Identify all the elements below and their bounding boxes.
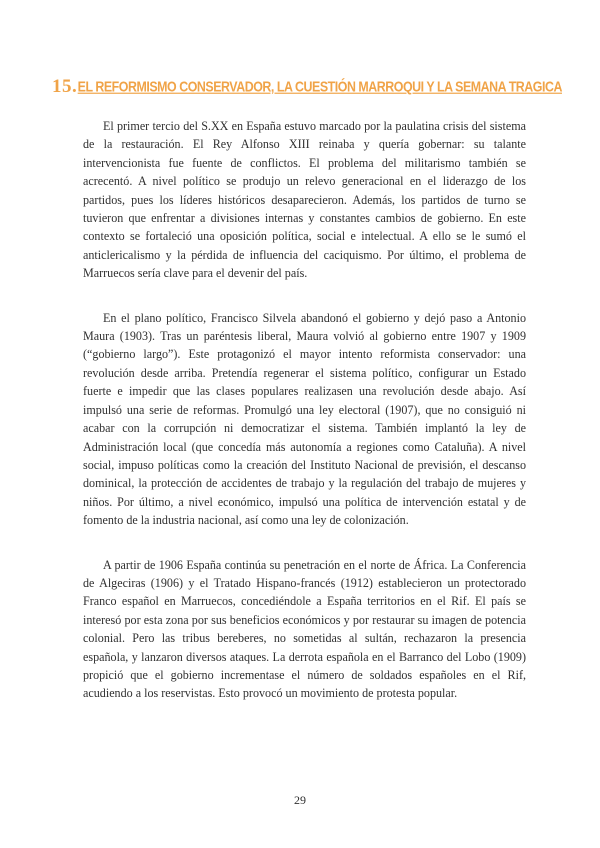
body-text xyxy=(83,117,526,729)
paragraph-crisis-restauracion: El primer tercio del S.XX en España estuvo marcado por la paulatina crisis del sistema de la restauración. El Rey Alfonso XIII reinaba y quería gobernar: su talante intervencionista fue fuente de conflictos. El problema del militarismo también se acrecentó. A nivel político se produjo un relevo generacional en el liderazgo de los partidos, pues los líderes históricos desaparecieron. Además, los partidos de turno se tuvieron que enfrentar a divisiones internas y constantes cambios de gobierno. En este contexto se fortaleció una oposición política, social e intelectual. A ello se le sumó el anticlericalismo y la pérdida de influencia del caciquismo. Por último, el problema de Marruecos sería clave para el devenir del país. xyxy=(83,119,526,281)
section-number: 15. xyxy=(52,76,78,97)
paragraph-reformismo-maura: En el plano político, Francisco Silvela abandonó el gobierno y dejó paso a Antonio Maura (1903). Tras un paréntesis liberal, Maura volvió al gobierno entre 1907 y 1909 (“gobierno largo”). Este protagonizó el mayor intento reformista conservador: una revolución desde arriba. Pretendía regenerar el sistema político, configurar un Estado fuerte e impedir que las clases populares realizasen una revolución desde abajo. Así impulsó una serie de reformas. Promulgó una ley electoral (1907), que no consiguió ni acabar con la corrupción ni democratizar el sistema. También implantó la ley de Administración local (que concedía más autonomía a regiones como Cataluña). A nivel social, impuso políticas como la creación del Instituto Nacional de previsión, el descanso dominical, la protección de accidentes de trabajo y la regulación del trabajo de mujeres y niños. Por último, a nivel económico, impulsó una política de intervención estatal y de fomento de la industria nacional, así como una ley de colonización. xyxy=(83,310,526,528)
page-number: 29 xyxy=(294,793,306,807)
paragraph-cuestion-marroqui: A partir de 1906 España continúa su penetración en el norte de África. La Conferencia de Algeciras (1906) y el Tratado Hispano-francés (1912) establecieron un protectorado Franco español en Marruecos, concediéndole a España territorios en el Rif. El país se interesó por esta zona por sus beneficios económicos y por restaurar su imagen de potencia colonial. Pero las tribus bereberes, no sometidas al sultán, rechazaron la presencia española, y lanzaron diversos ataques. La derrota española en el Barranco del Lobo (1909) propició que el gobierno incrementase el número de soldados españoles en el Rif, acudiendo a los reservistas. Esto provocó un movimiento de protesta popular. xyxy=(83,557,526,701)
section-heading xyxy=(52,76,562,98)
section-title: EL REFORMISMO CONSERVADOR, LA CUESTIÓN MARROQUI Y LA SEMANA TRAGICA xyxy=(77,78,562,95)
